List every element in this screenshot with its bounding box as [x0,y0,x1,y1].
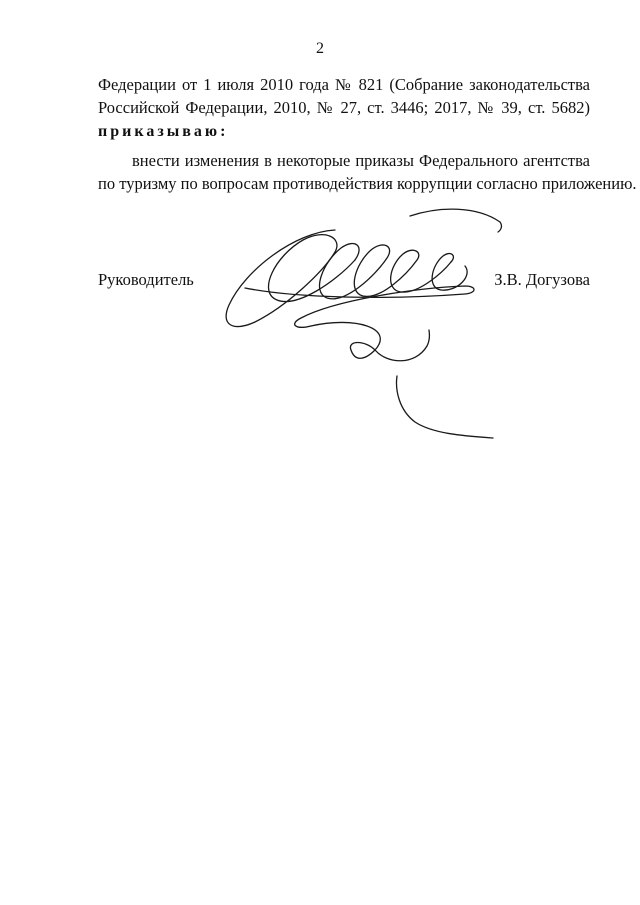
handwritten-signature [215,200,505,450]
page-number: 2 [316,40,324,57]
order-line: по туризму по вопросам противодействия коррупции согласно приложению. [98,174,637,193]
decree-word: приказываю: [98,123,229,140]
signature-stroke [311,322,430,360]
signature-stroke [410,209,501,232]
signatory-name: З.В. Догузова [494,270,590,289]
order-paragraph [98,149,637,195]
preamble-line: Российской Федерации, 2010, № 27, ст. 3446; 2017, № 39, ст. 5682) [98,98,590,117]
signature-block [98,268,590,291]
preamble-line: Федерации от 1 июля 2010 года № 821 (Собрание законодательства [98,75,590,94]
signatory-title: Руководитель [98,270,194,289]
order-line: внести изменения в некоторые приказы Федерального агентства [132,151,590,170]
preamble-paragraph [98,73,590,119]
signature-stroke [397,376,493,438]
